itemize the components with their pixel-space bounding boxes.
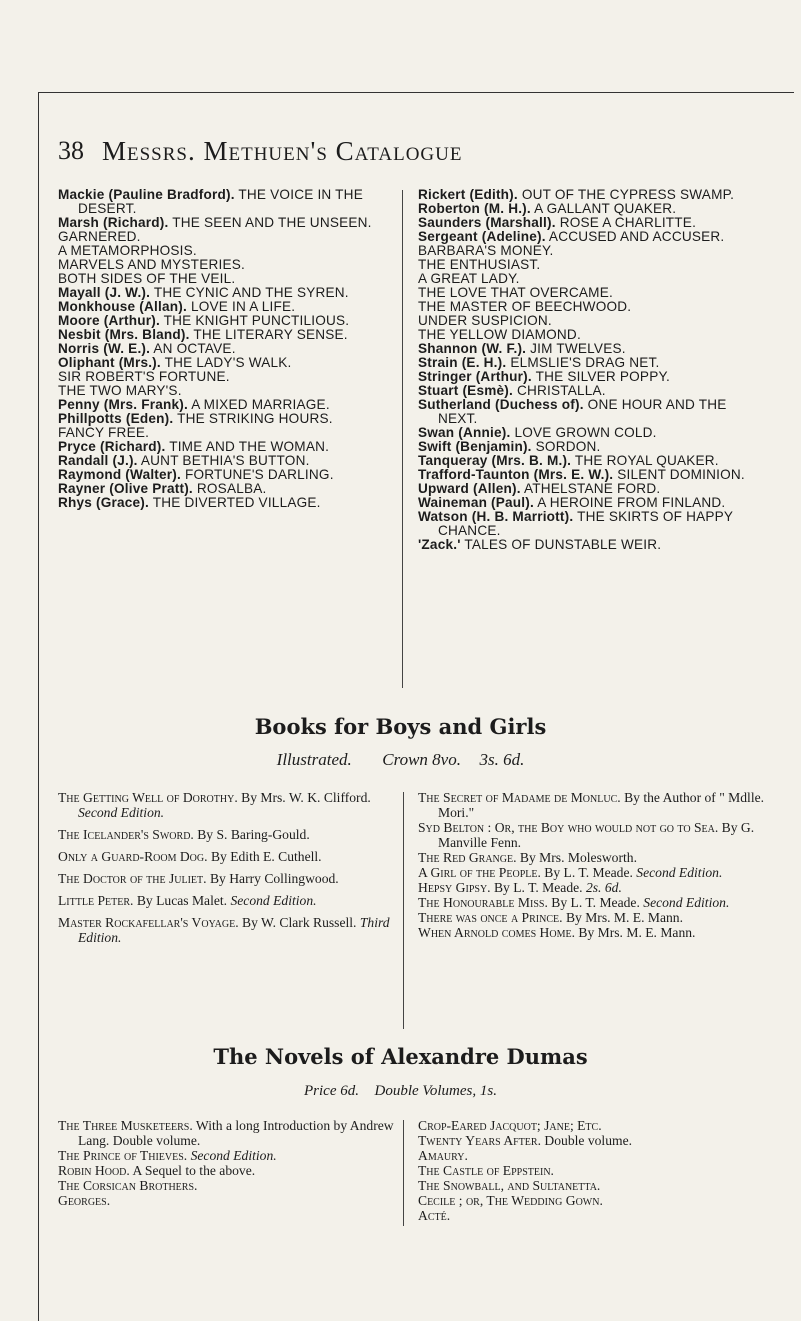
dumas-heading: The Novels of Alexandre Dumas [213,1044,588,1069]
book-title: Little Peter. [58,893,134,908]
novel-author: Mayall (J. W.). [58,285,151,300]
novel-title: THE SEEN AND THE UNSEEN. [172,215,372,230]
novel-title: THE ROYAL QUAKER. [574,453,719,468]
book-title: Hepsy Gipsy. [418,880,491,895]
book-title: The Three Musketeers. [58,1118,193,1133]
book-entry [58,1148,398,1163]
novel-entry [418,328,770,342]
novel-title: SIR ROBERT'S FORTUNE. [58,369,230,384]
book-title: The Corsican Brothers. [58,1178,198,1193]
novel-title: TIME AND THE WOMAN. [169,439,330,454]
novel-entry [418,258,770,272]
novel-entry [418,510,770,538]
novel-title: THE LADY'S WALK. [164,355,292,370]
book-entry [58,893,398,908]
novel-title: THE LITERARY SENSE. [193,327,348,342]
novel-author: Sergeant (Adeline). [418,229,546,244]
book-edition: 2s. 6d. [585,880,622,895]
novel-title: THE MASTER OF BEECHWOOD. [418,299,632,314]
book-title: There was once a Prince. [418,910,563,925]
book-author: By S. Baring-Gould. [197,827,310,842]
book-title: The Honourable Miss. [418,895,548,910]
novel-entry [58,258,400,272]
novel-author: Tanqueray (Mrs. B. M.). [418,453,572,468]
novel-entry [418,314,770,328]
novel-author: 'Zack.' [418,537,461,552]
novel-title: FANCY FREE. [58,425,150,440]
novel-entry [58,384,400,398]
novel-entry [58,370,400,384]
book-author: By Lucas Malet. [136,893,228,908]
novel-entry [418,426,770,440]
novel-author: Marsh (Richard). [58,215,169,230]
boys-girls-illustrated: Illustrated. [276,750,352,769]
book-author: By Edith E. Cuthell. [210,849,322,864]
book-title: Master Rockafellar's Voyage. [58,915,239,930]
novel-entry [418,216,770,230]
dumas-right-column [418,1118,770,1223]
novel-entry [418,342,770,356]
novel-title: THE SILVER POPPY. [535,369,670,384]
page-number: 38 [58,136,84,165]
novel-entry [58,230,400,244]
book-title: Robin Hood. [58,1163,130,1178]
novel-entry [58,216,400,230]
novel-author: Strain (E. H.). [418,355,507,370]
novel-author: Rickert (Edith). [418,187,518,202]
book-author: With a long Introduction by Andrew Lang. Double volume. [78,1118,394,1148]
book-author: By L. T. Meade. [551,895,640,910]
book-title: The Secret of Madame de Monluc. [418,790,621,805]
novel-author: Roberton (M. H.). [418,201,531,216]
novel-author: Moore (Arthur). [58,313,160,328]
novel-author: Rayner (Olive Pratt). [58,481,193,496]
dumas-left-column [58,1118,398,1208]
book-entry [418,1193,770,1208]
book-title: The Icelander's Sword. [58,827,194,842]
novel-author: Swift (Benjamin). [418,439,532,454]
novel-author: Upward (Allen). [418,481,521,496]
novel-title: THE VOICE IN THE DESERT. [78,187,363,216]
novel-author: Raymond (Walter). [58,467,181,482]
novel-entry [58,188,400,216]
novel-title: GARNERED. [58,229,141,244]
novel-entry [418,286,770,300]
book-entry [418,1148,770,1163]
book-entry [418,1178,770,1193]
book-title: The Snowball, and Sultanetta. [418,1178,601,1193]
boys-girls-format: Crown 8vo. [382,750,461,769]
book-author: A Sequel to the above. [132,1163,256,1178]
novels-left-column [58,188,400,510]
novel-entry [418,272,770,286]
novel-author: Rhys (Grace). [58,495,149,510]
novel-title: FORTUNE'S DARLING. [184,467,334,482]
novel-title: THE DIVERTED VILLAGE. [152,495,321,510]
novel-title: TALES OF DUNSTABLE WEIR. [464,537,662,552]
novel-entry [58,482,400,496]
novel-author: Watson (H. B. Marriott). [418,509,574,524]
novel-author: Mackie (Pauline Bradford). [58,187,235,202]
novel-author: Waineman (Paul). [418,495,534,510]
book-title: Amaury. [418,1148,468,1163]
novel-entry [418,188,770,202]
novel-entry [418,482,770,496]
book-entry [418,865,770,880]
boys-girls-heading: Books for Boys and Girls [254,714,547,739]
novel-author: Sutherland (Duchess of). [418,397,584,412]
novel-title: JIM TWELVES. [530,341,626,356]
novel-title: ACCUSED AND ACCUSER. [548,229,725,244]
novel-title: A MIXED MARRIAGE. [191,397,330,412]
novel-entry [418,202,770,216]
novel-entry [418,300,770,314]
book-author: By W. Clark Russell. [242,915,357,930]
column-divider [402,190,403,688]
book-entry [418,925,770,940]
novel-title: A METAMORPHOSIS. [58,243,197,258]
book-title: Twenty Years After. [418,1133,541,1148]
novel-title: LOVE GROWN COLD. [514,425,657,440]
novel-title: THE STRIKING HOURS. [177,411,333,426]
novel-title: THE SKIRTS OF HAPPY CHANCE. [438,509,733,538]
book-author: By Mrs. M. E. Mann. [565,910,683,925]
novel-entry [58,314,400,328]
novel-author: Phillpotts (Eden). [58,411,174,426]
novel-title: SILENT DOMINION. [617,467,745,482]
book-entry [58,1118,398,1148]
book-author: By the Author of " Mdlle. Mori." [438,790,765,820]
book-entry [418,880,770,895]
book-title: Only a Guard-Room Dog. [58,849,208,864]
novel-title: THE LOVE THAT OVERCAME. [418,285,613,300]
novel-author: Swan (Annie). [418,425,511,440]
book-entry [418,1163,770,1178]
novel-entry [58,342,400,356]
dumas-price: Price 6d. [304,1083,359,1099]
novel-entry [418,454,770,468]
book-author: By G. Manville Fenn. [438,820,755,850]
book-entry [58,871,398,886]
novel-title: MARVELS AND MYSTERIES. [58,257,245,272]
column-divider [403,1120,404,1226]
novel-entry [418,440,770,454]
novel-title: AUNT BETHIA'S BUTTON. [140,453,310,468]
novel-entry [58,244,400,258]
book-author: By L. T. Meade. [493,880,583,895]
book-entry [58,849,398,864]
book-entry [418,1208,770,1223]
novel-entry [58,398,400,412]
book-title: When Arnold comes Home. [418,925,575,940]
novel-entry [418,398,770,426]
running-head: Messrs. Methuen's Catalogue [102,136,463,166]
page-header [58,136,758,172]
boys-girls-right-column [418,790,770,940]
book-title: Acté. [418,1208,451,1223]
book-author: By Mrs. W. K. Clifford. [241,790,371,805]
novel-entry [418,356,770,370]
novel-title: A GREAT LADY. [418,271,520,286]
book-title: The Prince of Thieves. [58,1148,188,1163]
book-title: Georges. [58,1193,111,1208]
novel-entry [418,384,770,398]
novel-entry [58,426,400,440]
book-title: Syd Belton : Or, the Boy who would not go to Sea. [418,820,719,835]
novel-entry [58,468,400,482]
book-author: By L. T. Meade. [544,865,633,880]
novel-entry [58,454,400,468]
novel-title: A GALLANT QUAKER. [534,201,677,216]
book-title: A Girl of the People. [418,865,541,880]
column-divider [403,792,404,1029]
novel-title: OUT OF THE CYPRESS SWAMP. [521,187,735,202]
book-entry [418,850,770,865]
novel-entry [418,370,770,384]
book-entry [418,895,770,910]
book-entry [58,1178,398,1193]
book-entry [58,915,398,945]
book-title: The Red Grange. [418,850,517,865]
novel-title: CHRISTALLA. [516,383,606,398]
novel-author: Norris (W. E.). [58,341,151,356]
book-entry [58,790,398,820]
novel-author: Penny (Mrs. Frank). [58,397,188,412]
book-author: By Harry Collingwood. [209,871,339,886]
book-title: The Getting Well of Dorothy. [58,790,238,805]
book-title: The Doctor of the Juliet. [58,871,207,886]
book-edition: Second Edition. [78,805,165,820]
novel-title: SORDON. [535,439,601,454]
dumas-subheading [0,1083,801,1100]
novel-author: Trafford-Taunton (Mrs. E. W.). [418,467,614,482]
boys-girls-subheading [0,750,801,770]
novel-title: ROSE A CHARLITTE. [559,215,697,230]
novel-title: THE TWO MARY'S. [58,383,182,398]
novel-entry [58,496,400,510]
novel-entry [58,272,400,286]
novel-entry [418,538,770,552]
novel-entry [418,230,770,244]
novel-entry [58,412,400,426]
novel-entry [58,328,400,342]
novel-author: Saunders (Marshall). [418,215,556,230]
boys-girls-left-column [58,790,398,952]
novel-title: AN OCTAVE. [153,341,236,356]
novel-entry [418,496,770,510]
novel-author: Pryce (Richard). [58,439,166,454]
novel-author: Monkhouse (Allan). [58,299,187,314]
book-edition: Second Edition. [230,893,317,908]
book-entry [418,1133,770,1148]
book-edition: Second Edition. [190,1148,277,1163]
novels-right-column [418,188,770,552]
novel-title: THE KNIGHT PUNCTILIOUS. [163,313,350,328]
book-entry [418,1118,770,1133]
novel-entry [418,468,770,482]
book-entry [418,910,770,925]
book-entry [58,827,398,842]
novel-title: ELMSLIE'S DRAG NET. [510,355,660,370]
novel-title: THE YELLOW DIAMOND. [418,327,581,342]
novel-author: Stringer (Arthur). [418,369,532,384]
book-edition: Third Edition. [78,915,390,945]
novel-author: Nesbit (Mrs. Bland). [58,327,190,342]
book-title: The Castle of Eppstein. [418,1163,554,1178]
novel-author: Randall (J.). [58,453,138,468]
book-author: By Mrs. Molesworth. [519,850,637,865]
novel-title: A HEROINE FROM FINLAND. [537,495,726,510]
novel-title: BOTH SIDES OF THE VEIL. [58,271,236,286]
book-entry [58,1163,398,1178]
novel-title: THE CYNIC AND THE SYREN. [153,285,349,300]
book-edition: Second Edition. [636,865,723,880]
book-author: By Mrs. M. E. Mann. [578,925,696,940]
novel-title: THE ENTHUSIAST. [418,257,541,272]
book-title: Cecile ; or, The Wedding Gown. [418,1193,603,1208]
novel-author: Shannon (W. F.). [418,341,527,356]
novel-entry [58,300,400,314]
novel-author: Oliphant (Mrs.). [58,355,161,370]
novel-title: BARBARA'S MONEY. [418,243,554,258]
novel-entry [58,286,400,300]
novel-title: ONE HOUR AND THE NEXT. [438,397,727,426]
novel-entry [418,244,770,258]
dumas-double: Double Volumes, 1s. [374,1083,497,1099]
book-author: Double volume. [544,1133,632,1148]
book-entry [58,1193,398,1208]
novel-author: Stuart (Esmè). [418,383,513,398]
novel-title: LOVE IN A LIFE. [190,299,296,314]
book-entry [418,790,770,820]
book-entry [418,820,770,850]
book-title: Crop-Eared Jacquot; Jane; Etc. [418,1118,602,1133]
boys-girls-price: 3s. 6d. [479,750,525,769]
book-edition: Second Edition. [643,895,730,910]
novel-title: ROSALBA. [196,481,267,496]
novel-entry [58,440,400,454]
novel-entry [58,356,400,370]
novel-title: ATHELSTANE FORD. [523,481,661,496]
novel-title: UNDER SUSPICION. [418,313,552,328]
